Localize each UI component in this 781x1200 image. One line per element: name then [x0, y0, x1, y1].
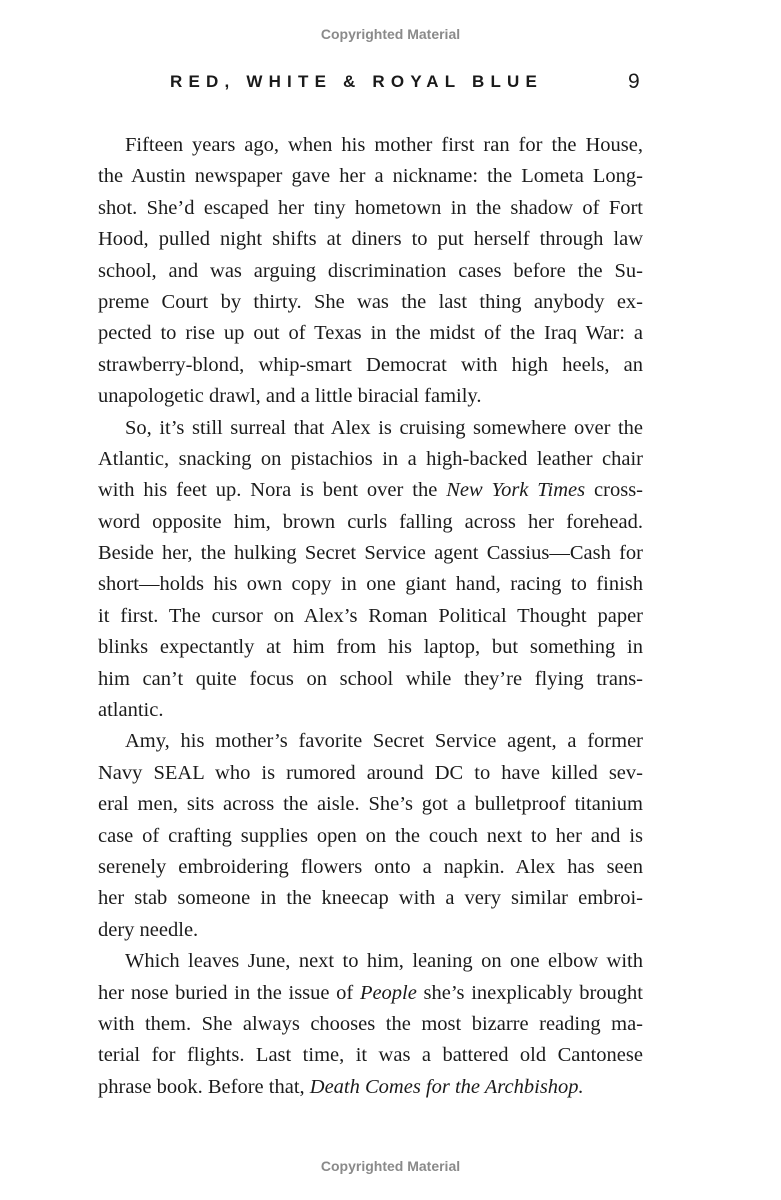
paragraph [98, 946, 643, 1103]
text-line [98, 632, 643, 663]
text-segment: case of crafting supplies open on the couch next to her and is [98, 824, 643, 847]
text-segment: she’s inexplicably brought [416, 981, 643, 1004]
text-line [98, 978, 643, 1009]
text-line [98, 287, 643, 318]
text-segment: her stab someone in the kneecap with a very similar embroi- [98, 887, 643, 910]
text-segment: word opposite him, brown curls falling across her forehead. [98, 510, 643, 533]
text-line [98, 256, 643, 287]
text-segment: Hood, pulled night shifts at diners to put herself through law [98, 228, 643, 251]
page-number: 9 [628, 70, 640, 93]
text-segment: it first. The cursor on Alex’s Roman Political Thought paper [98, 604, 643, 627]
text-line [98, 318, 643, 349]
text-segment: him can’t quite focus on school while they’re flying trans- [98, 667, 643, 690]
text-line [98, 381, 643, 412]
text-segment: Amy, his mother’s favorite Secret Service agent, a former [125, 730, 643, 753]
text-segment: Atlantic, snacking on pistachios in a high-backed leather chair [98, 447, 643, 470]
text-segment: atlantic. [98, 699, 164, 722]
running-head-title: RED, WHITE & ROYAL BLUE [170, 72, 544, 91]
copyright-watermark-bottom: Copyrighted Material [320, 1158, 461, 1174]
text-line [98, 1040, 643, 1071]
text-segment: school, and was arguing discrimination cases before the Su- [98, 259, 643, 282]
text-line [98, 224, 643, 255]
text-segment: preme Court by thirty. She was the last thing anybody ex- [98, 290, 643, 313]
text-segment: Which leaves June, next to him, leaning on one elbow with [125, 950, 643, 973]
text-segment: short—holds his own copy in one giant hand, racing to finish [98, 573, 643, 596]
italic-title: People [359, 981, 417, 1004]
text-line [98, 444, 643, 475]
text-segment: cross- [585, 479, 643, 502]
text-segment: strawberry-blond, whip-smart Democrat with high heels, an [98, 353, 643, 376]
text-line [98, 946, 643, 977]
text-segment: her nose buried in the issue of [98, 981, 360, 1004]
text-line [98, 1072, 643, 1103]
paragraph [98, 413, 643, 727]
text-segment: pected to rise up out of Texas in the midst of the Iraq War: a [98, 322, 643, 345]
text-line [98, 883, 643, 914]
text-segment: unapologetic drawl, and a little biracial family. [98, 385, 482, 408]
italic-title: New York Times [446, 479, 586, 502]
text-line [98, 821, 643, 852]
copyright-watermark-top: Copyrighted Material [320, 26, 461, 42]
text-line [98, 1009, 643, 1040]
text-line [98, 569, 643, 600]
text-segment: terial for flights. Last time, it was a battered old Cantonese [98, 1044, 643, 1067]
text-segment: shot. She’d escaped her tiny hometown in the shadow of Fort [98, 196, 643, 219]
text-segment: phrase book. Before that, [98, 1075, 310, 1098]
text-line [98, 475, 643, 506]
text-segment: So, it’s still surreal that Alex is cruising somewhere over the [125, 416, 643, 439]
text-line [98, 664, 643, 695]
text-line [98, 726, 643, 757]
text-line [98, 852, 643, 883]
text-line [98, 413, 643, 444]
text-line [98, 193, 643, 224]
text-segment: blinks expectantly at him from his laptop, but something in [98, 636, 643, 659]
text-line [98, 130, 643, 161]
text-line [98, 758, 643, 789]
text-line [98, 789, 643, 820]
text-line [98, 601, 643, 632]
text-segment: eral men, sits across the aisle. She’s got a bulletproof titanium [98, 793, 643, 816]
text-segment: with his feet up. Nora is bent over the [98, 479, 447, 502]
text-segment: with them. She always chooses the most bizarre reading ma- [98, 1012, 643, 1035]
paragraph [98, 130, 643, 413]
body-text [98, 130, 643, 1103]
text-segment: serenely embroidering flowers onto a napkin. Alex has seen [98, 855, 643, 878]
text-line [98, 538, 643, 569]
text-line [98, 695, 643, 726]
text-segment: dery needle. [98, 918, 199, 941]
text-line [98, 161, 643, 192]
text-segment: the Austin newspaper gave her a nickname: the Lometa Long- [98, 165, 643, 188]
text-segment: Beside her, the hulking Secret Service agent Cassius—Cash for [98, 542, 643, 565]
text-line [98, 350, 643, 381]
text-segment: Fifteen years ago, when his mother first ran for the House, [125, 134, 643, 156]
text-segment: Navy SEAL who is rumored around DC to have killed sev- [98, 761, 643, 784]
paragraph [98, 726, 643, 946]
text-line [98, 915, 643, 946]
italic-title: Death Comes for the Archbishop. [309, 1075, 584, 1098]
text-line [98, 507, 643, 538]
